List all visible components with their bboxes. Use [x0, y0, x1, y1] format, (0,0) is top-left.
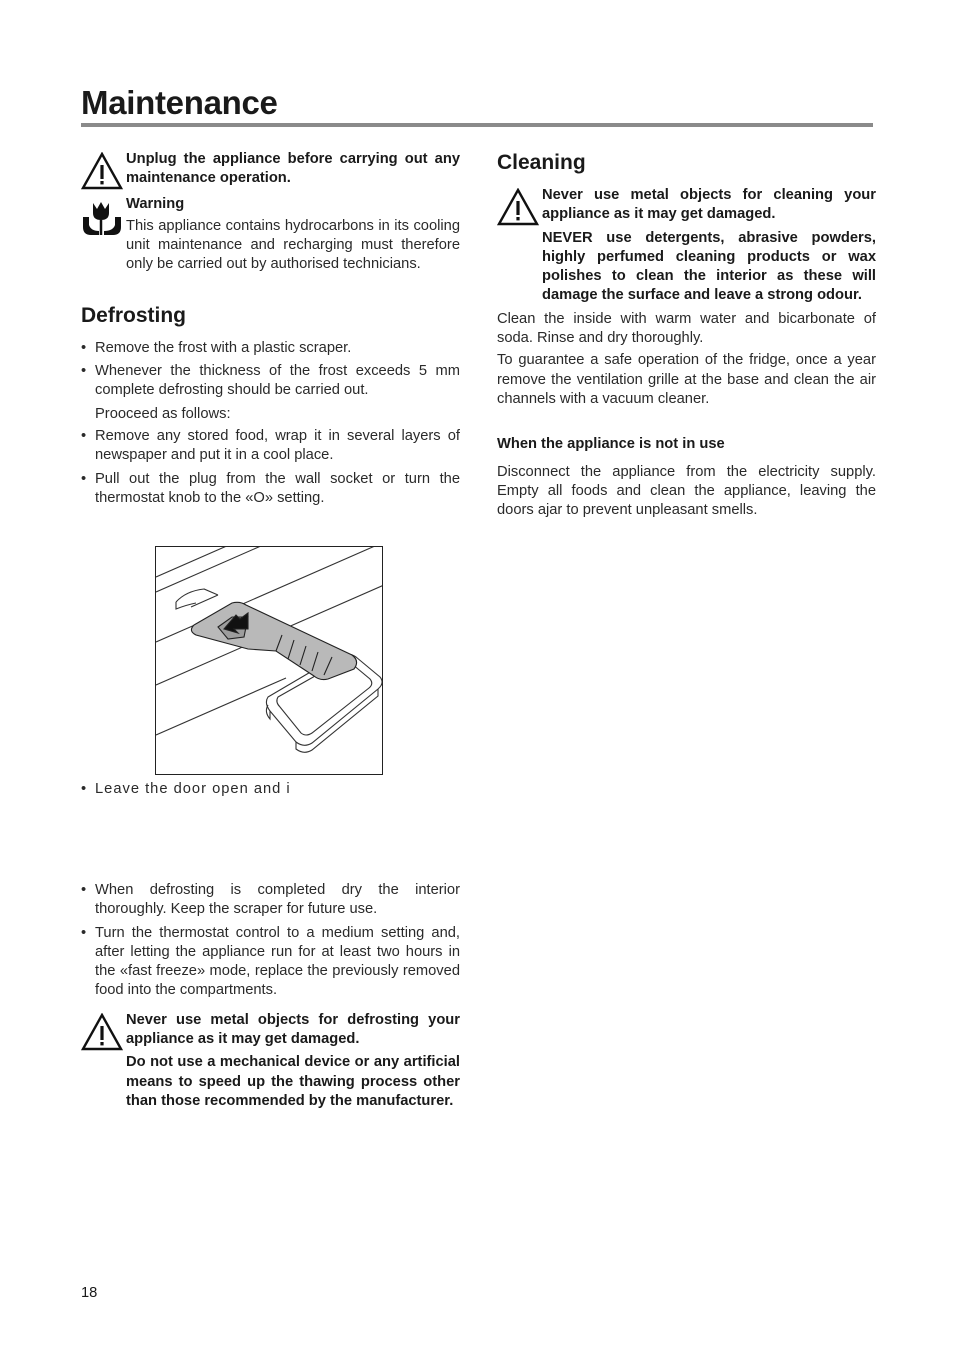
cleaning-notice-1: Never use metal objects for cleaning your appliance as it may get damaged. — [542, 187, 876, 223]
not-in-use-text: Disconnect the appliance from the electricity supply. Empty all foods and clean the appliance, leaving the doors ajar to prevent unpleasant smells. — [497, 463, 876, 519]
scraper-illustration — [155, 546, 383, 775]
unplug-notice — [81, 150, 460, 189]
cleaning-heading: Cleaning — [497, 151, 586, 174]
proceed-text: Prooceed as follows: — [95, 405, 231, 422]
door-bullet-block — [81, 780, 460, 803]
page-number: 18 — [81, 1285, 98, 1301]
list-item: • Whenever the thickness of the frost exceeds 5 mm complete defrosting should be carried out. — [81, 362, 460, 401]
defrost-bullets-1 — [81, 339, 460, 401]
left-column — [81, 150, 460, 512]
cleaning-notice — [497, 186, 876, 306]
warning-triangle-icon — [497, 188, 539, 226]
not-in-use-heading: When the appliance is not in use — [497, 436, 725, 453]
warning-title: Warning — [126, 195, 185, 212]
cleaning-para-1: Clean the inside with warm water and bicarbonate of soda. Rinse and dry thoroughly. — [497, 310, 876, 347]
unplug-text: Unplug the appliance before carrying out any maintenance operation. — [126, 151, 460, 187]
defrosting-heading: Defrosting — [81, 303, 186, 327]
defrost-bullets-3 — [81, 881, 460, 1001]
defrost-notice-1: Never use metal objects for defrosting your appliance as it may get damaged. — [126, 1011, 460, 1048]
defrost-bullets-3-block — [81, 881, 460, 1115]
cleaning-para-2: To guarantee a safe operation of the fridge, once a year remove the ventilation grille at the base and clean the air channels with a vacuum cleaner. — [497, 352, 876, 407]
list-item: • When defrosting is completed dry the interior thoroughly. Keep the scraper for future use. — [81, 881, 460, 920]
page-title: Maintenance — [81, 84, 278, 121]
plant-hands-icon — [81, 199, 123, 237]
warning-triangle-icon — [81, 1013, 123, 1051]
warning-text: This appliance contains hydrocarbons in its cooling unit maintenance and recharging must therefore only be carried out by authorised technicians. — [126, 217, 460, 273]
cleaning-notice-2: NEVER use detergents, abrasive powders, highly perfumed cleaning products or wax polishes to clean the interior as these will damage the surface and leave a strong odour. — [542, 229, 876, 304]
defrost-notice-2: Do not use a mechanical device or any artificial means to speed up the thawing process other than those recommended by the manufacturer. — [126, 1054, 460, 1109]
list-item: • Remove the frost with a plastic scraper. — [81, 339, 460, 358]
list-item: • Turn the thermostat control to a medium setting and, after letting the appliance run for at least two hours in the «fast freeze» mode, replace the previously removed food into the compartments. — [81, 924, 460, 1001]
warning-triangle-icon — [81, 152, 123, 190]
list-item: • Leave the door open and i — [81, 780, 460, 799]
list-item: • Pull out the plug from the wall socket or turn the thermostat knob to the «O» setting. — [81, 470, 460, 509]
right-column — [497, 150, 876, 520]
defrost-bullets-2 — [81, 427, 460, 508]
hydrocarbon-warning — [81, 195, 460, 275]
defrost-metal-notice — [81, 1011, 460, 1111]
list-item: • Remove any stored food, wrap it in several layers of newspaper and put it in a cool place. — [81, 427, 460, 466]
title-rule — [81, 123, 873, 127]
